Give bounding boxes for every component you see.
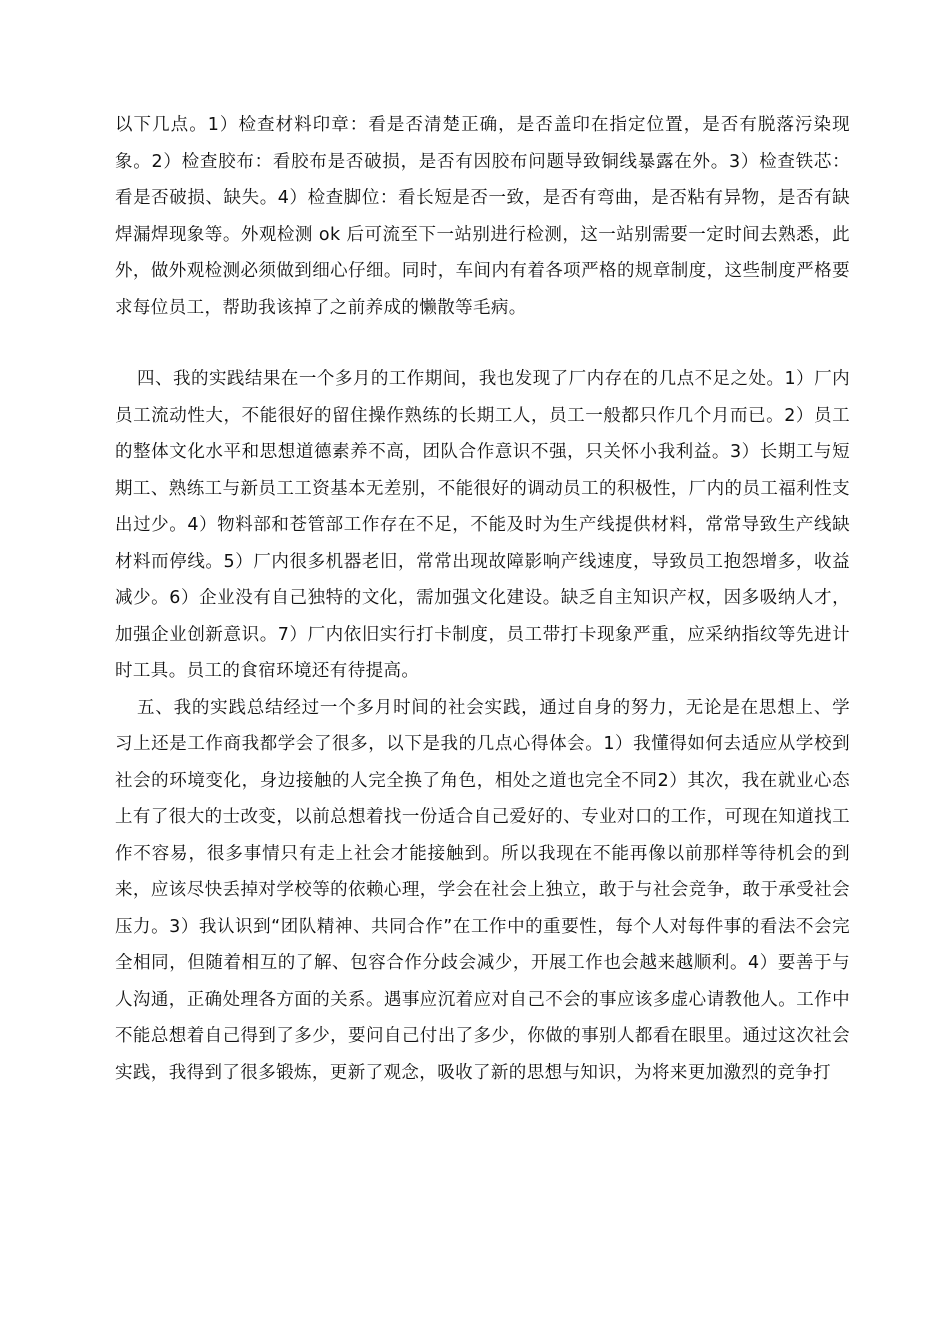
paragraph-practice-summary: 五、我的实践总结经过一个多月时间的社会实践，通过自身的努力，无论是在思想上、学习上还是工作商我都学会了很多，以下是我的几点心得体会。1）我懂得如何去适应从学校到社会的环境变化，身边接触的人完全换了角色，相处之道也完全不同2）其次，我在就业心态上有了很大的士改变，以前总想着找一份适合自己爱好的、专业对口的工作，可现在知道找工作不容易，很多事情只有走上社会才能接触到。所以我现在不能再像以前那样等待机会的到来，应该尽快丢掉对学校等的依赖心理，学会在社会上独立，敢于与社会竞争，敢于承受社会压力。3）我认识到“团队精神、共同合作”在工作中的重要性，每个人对每件事的看法不会完全相同，但随着相互的了解、包容合作分歧会减少，开展工作也会越来越顺利。4）要善于与人沟通，正确处理各方面的关系。遇事应沉着应对自己不会的事应该多虚心请教他人。工作中不能总想着自己得到了多少，要问自己付出了多少，你做的事别人都看在眼里。通过这次社会实践，我得到了很多锻炼，更新了观念，吸收了新的思想与知识，为将来更加激烈的竞争打 (115, 697, 850, 1083)
paragraph-practice-results: 四、我的实践结果在一个多月的工作期间，我也发现了厂内存在的几点不足之处。1）厂内员工流动性大，不能很好的留住操作熟练的长期工人，员工一般都只作几个月而已。2）员工的整体文化水平和思想道德素养不高，团队合作意识不强，只关怀小我利益。3）长期工与短期工、熟练工与新员工工资基本无差别，不能很好的调动员工的积极性，厂内的员工福利性支出过少。4）物料部和苍管部工作存在不足，不能及时为生产线提供材料，常常导致生产线缺材料而停线。5）厂内很多机器老旧，常常出现故障影响产线速度，导致员工抱怨增多，收益减少。6）企业没有自己独特的文化，需加强文化建设。缺乏自主知识产权，因多吸纳人才，加强企业创新意识。7）厂内依旧实行打卡制度，员工带打卡现象严重，应采纳指纹等先进计时工具。员工的食宿环境还有待提高。 (115, 369, 850, 681)
paragraph-inspection-steps: 以下几点。1）检查材料印章：看是否清楚正确，是否盖印在指定位置，是否有脱落污染现象。2）检查胶布：看胶布是否破损，是否有因胶布问题导致铜线暴露在外。3）检查铁芯：看是否破损、缺失。4）检查脚位：看长短是否一致，是否有弯曲，是否粘有异物，是否有缺焊漏焊现象等。外观检测 ok 后可流至下一站别进行检测，这一站别需要一定时间去熟悉，此外，做外观检测必须做到细心仔细。同时，车间内有着各项严格的规章制度，这些制度严格要求每位员工，帮助我该掉了之前养成的懒散等毛病。 (115, 115, 850, 318)
document-body (115, 107, 850, 1091)
